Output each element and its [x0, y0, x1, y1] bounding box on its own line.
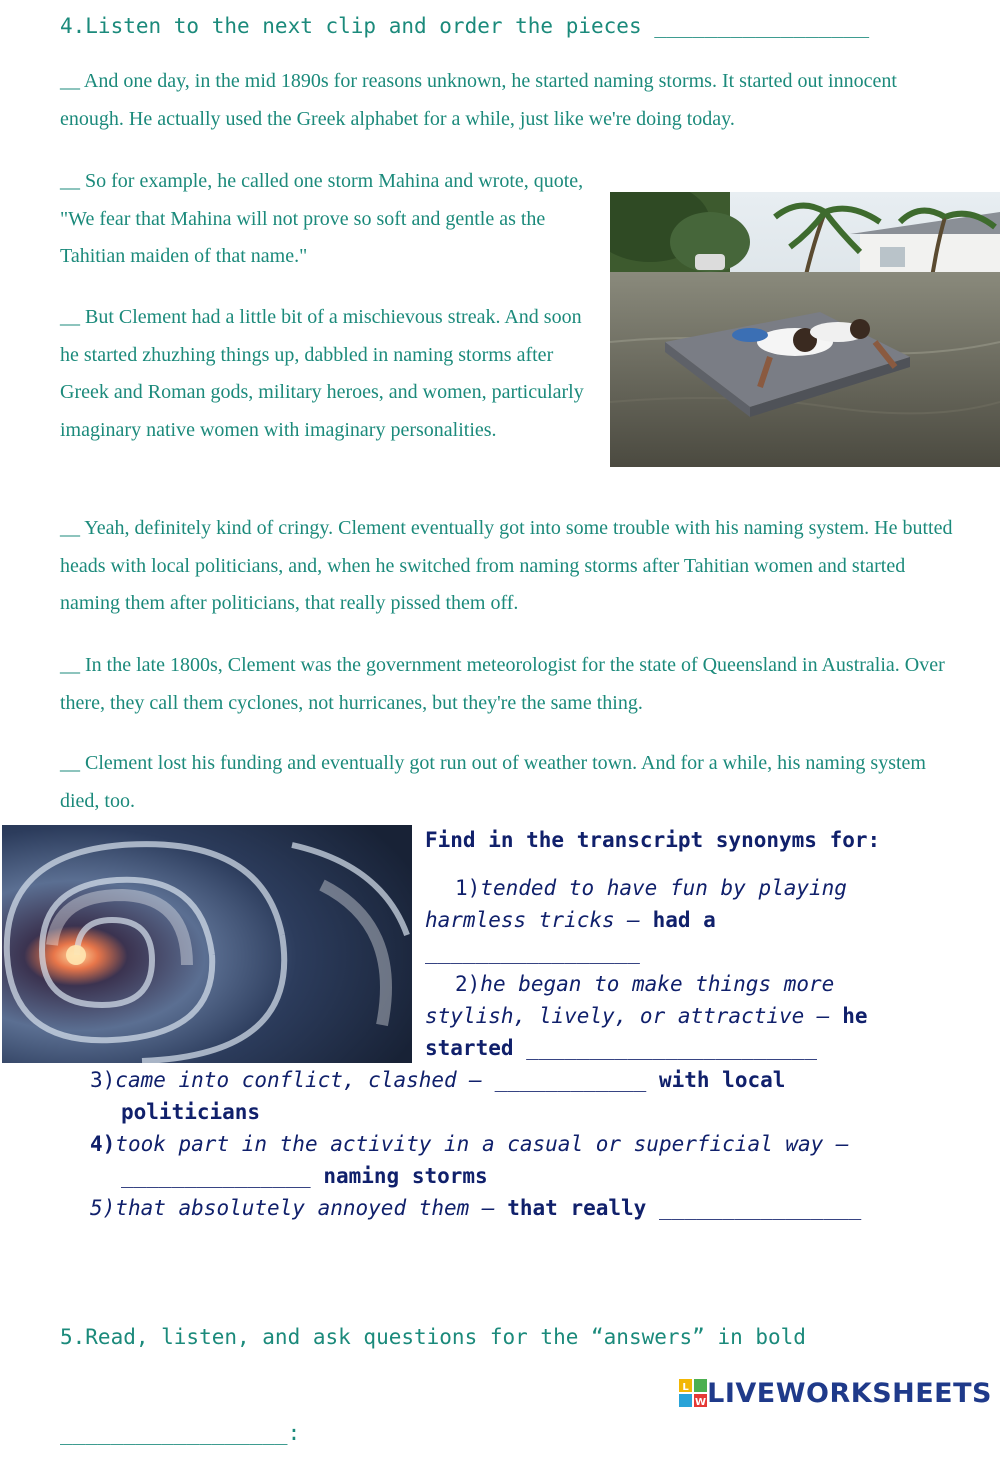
synonym-item-4	[90, 1128, 921, 1192]
synonyms-title: Find in the transcript synonyms for:	[425, 828, 881, 852]
item-answer-prefix: that really	[507, 1196, 647, 1220]
logo-text: LIVEWORKSHEETS	[707, 1377, 992, 1409]
answer-blank-1[interactable]: _________________	[425, 940, 640, 964]
ordering-paragraph-1: __ And one day, in the mid 1890s for reasons unknown, he started naming storms. It started out innocent enough. He actually used the Greek alphabet for a while, just like we're doing today.	[60, 70, 897, 130]
section-5-blank[interactable]: __________________:	[60, 1421, 301, 1445]
item-definition: tended to have fun by playing harmless tricks –	[425, 876, 847, 932]
item-answer-suffix: with local politicians	[121, 1068, 786, 1124]
item-number: 4)	[90, 1132, 116, 1156]
ordering-paragraph-2: __ So for example, he called one storm Mahina and wrote, quote, "We fear that Mahina will not prove so soft and gentle as the Tahitian maiden of that name."	[60, 170, 584, 267]
section-5-title: 5.Read, listen, and ask questions for the “answers” in bold	[60, 1325, 806, 1349]
hurricane-satellite-image	[2, 825, 412, 1063]
answer-blank-2[interactable]: _______________________	[526, 1036, 817, 1060]
item-definition: that absolutely annoyed them –	[115, 1196, 508, 1220]
item-number: 2)	[455, 972, 481, 996]
synonym-item-3	[90, 1064, 881, 1128]
ordering-paragraph-5: __ In the late 1800s, Clement was the government meteorologist for the state of Queensland in Australia. Over there, they call them cyclones, not hurricanes, but they're the same thing.	[60, 654, 945, 714]
answer-blank-4[interactable]: _______________	[121, 1164, 311, 1188]
logo-letter-w: W	[695, 1397, 707, 1407]
answer-blank-3[interactable]: ____________	[494, 1068, 647, 1092]
answer-blank-5[interactable]: ________________	[658, 1196, 862, 1220]
item-answer-prefix: had a	[652, 908, 716, 932]
ordering-paragraph-4: __ Yeah, definitely kind of cringy. Clement eventually got into some trouble with his naming system. He butted heads with local politicians, and, when he switched from naming storms after Tahitian women and started naming them after politicians, that really pissed them off.	[60, 517, 953, 614]
item-answer-suffix: naming storms	[323, 1164, 488, 1188]
item-definition: he began to make things more stylish, lively, or attractive –	[425, 972, 843, 1028]
logo-letter-l: L	[682, 1382, 689, 1393]
ordering-paragraph-6: __ Clement lost his funding and eventually got run out of weather town. And for a while, his naming system died, too.	[60, 752, 926, 812]
item-answer-prefix: he started	[425, 1004, 868, 1060]
ordering-paragraph-3: __ But Clement had a little bit of a mischievous streak. And soon he started zhuzhing things up, dabbled in naming storms after Greek and Roman gods, military heroes, and women, particularly imaginary native women with imaginary personalities.	[60, 306, 584, 441]
liveworksheets-logo-icon	[679, 1379, 707, 1407]
synonym-item-2	[425, 968, 895, 1064]
synonym-item-1	[425, 872, 895, 968]
flood-photo	[610, 192, 1000, 467]
item-definition: came into conflict, clashed –	[115, 1068, 495, 1092]
liveworksheets-logo	[679, 1376, 992, 1410]
item-number: 1)	[455, 876, 481, 900]
item-number: 5)	[90, 1196, 116, 1220]
synonym-item-5	[90, 1192, 961, 1224]
section-5-heading	[60, 1257, 806, 1481]
section-4-heading: 4.Listen to the next clip and order the pieces _________________	[60, 14, 870, 38]
item-definition: took part in the activity in a casual or superficial way –	[115, 1132, 849, 1156]
item-number: 3)	[90, 1068, 116, 1092]
